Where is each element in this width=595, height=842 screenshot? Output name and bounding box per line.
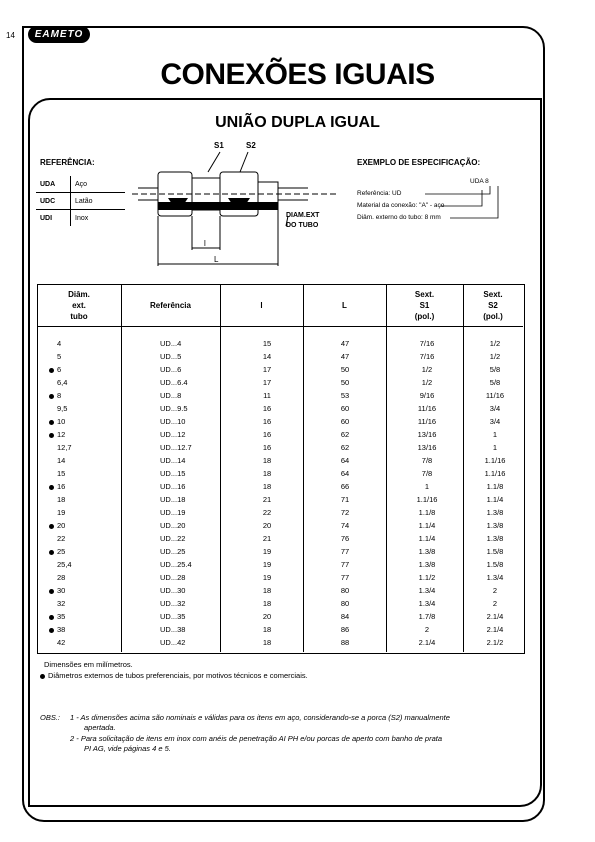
preferred-bullet-icon	[49, 589, 54, 594]
table-cell-L: 50	[340, 378, 350, 387]
table-cell-l: 16	[262, 404, 272, 413]
table-cell-d	[49, 467, 109, 480]
table-cell-s2: 1.3/8	[486, 521, 504, 530]
table-cell-l: 19	[262, 547, 272, 556]
header-text: S1	[419, 300, 430, 310]
example-heading: EXEMPLO DE ESPECIFICAÇÃO:	[357, 158, 481, 167]
table-cell-s2: 1.1/16	[484, 456, 506, 465]
table-cell-ref: UD...9.5	[160, 404, 188, 413]
table-cell-L: 84	[340, 612, 350, 621]
table-cell-L: 66	[340, 482, 350, 491]
table-cell-s1: 13/16	[417, 443, 437, 452]
ref-code: UDC	[36, 193, 71, 210]
diam-value: 6	[57, 365, 62, 374]
section-title: UNIÃO DUPLA IGUAL	[215, 114, 380, 131]
table-cell-s2: 2	[492, 586, 498, 595]
table-cell-d	[49, 558, 109, 571]
s1-label: S1	[214, 141, 224, 150]
table-cell-s2: 1.3/4	[486, 573, 504, 582]
table-cell-s2: 5/8	[489, 365, 501, 374]
table-cell-l: 17	[262, 365, 272, 374]
example-leader-lines	[420, 180, 502, 220]
table-cell-l: 19	[262, 573, 272, 582]
table-cell-ref: UD...12.7	[160, 443, 192, 452]
table-cell-s1: 1.1/4	[418, 534, 436, 543]
col-diam	[49, 337, 109, 649]
table-cell-ref: UD...32	[160, 599, 186, 608]
table-cell-d	[49, 597, 109, 610]
diam-value: 9,5	[57, 404, 68, 413]
table-cell-L: 62	[340, 430, 350, 439]
obs-item-1-cont: apertada.	[84, 723, 116, 732]
table-cell-s2: 3/4	[489, 404, 501, 413]
do-tubo-label: DO TUBO	[286, 222, 319, 229]
table-cell-ref: UD...15	[160, 469, 186, 478]
table-cell-L: 80	[340, 599, 350, 608]
table-cell-L: 47	[340, 339, 350, 348]
table-cell-L: 77	[340, 547, 350, 556]
example-line-3: Diâm. externo do tubo: 8 mm	[357, 214, 441, 221]
table-cell-s1: 1.3/4	[418, 599, 436, 608]
note-dims: Dimensões em milímetros.	[44, 660, 133, 669]
table-cell-s1: 1.3/4	[418, 586, 436, 595]
table-cell-ref: UD...20	[160, 521, 186, 530]
table-cell-d	[49, 506, 109, 519]
col-L	[330, 337, 360, 649]
table-cell-ref: UD...35	[160, 612, 186, 621]
table-cell-s2: 1.1/16	[484, 469, 506, 478]
table-cell-l: 20	[262, 521, 272, 530]
table-cell-L: 62	[340, 443, 350, 452]
example-line-1: Referência: UD	[357, 190, 402, 197]
table-cell-l: 21	[262, 495, 272, 504]
diam-value: 28	[57, 573, 66, 582]
table-cell-l: 18	[262, 482, 272, 491]
table-cell-L: 71	[340, 495, 350, 504]
preferred-bullet-icon	[49, 433, 54, 438]
table-cell-s2: 2.1/4	[486, 612, 504, 621]
table-cell-ref: UD...19	[160, 508, 186, 517]
table-cell-d	[49, 610, 109, 623]
table-cell-d	[49, 480, 109, 493]
header-l: l	[220, 284, 303, 327]
col-divider	[386, 284, 387, 652]
col-divider	[121, 284, 122, 652]
diam-value: 30	[57, 586, 66, 595]
table-cell-ref: UD...18	[160, 495, 186, 504]
table-cell-d	[49, 441, 109, 454]
diam-value: 38	[57, 625, 66, 634]
table-cell-s1: 7/16	[419, 352, 435, 361]
col-divider	[220, 284, 221, 652]
col-s2	[470, 337, 520, 649]
table-cell-s1: 1.1/8	[418, 508, 436, 517]
table-cell-l: 18	[262, 599, 272, 608]
diam-value: 20	[57, 521, 66, 530]
ref-material: Aço	[75, 180, 88, 188]
table-cell-s1: 11/16	[417, 404, 437, 413]
table-cell-s1: 1.1/4	[418, 521, 436, 530]
table-cell-s1: 1/2	[421, 365, 433, 374]
table-cell-L: 64	[340, 456, 350, 465]
table-cell-L: 77	[340, 573, 350, 582]
table-cell-d	[49, 428, 109, 441]
table-cell-l: 18	[262, 469, 272, 478]
table-cell-ref: UD...22	[160, 534, 186, 543]
preferred-bullet-icon	[49, 368, 54, 373]
diam-value: 15	[57, 469, 66, 478]
diam-value: 6,4	[57, 378, 68, 387]
table-cell-l: 16	[262, 443, 272, 452]
table-cell-d	[49, 363, 109, 376]
page-title: CONEXÕES IGUAIS	[160, 58, 435, 91]
table-cell-l: 17	[262, 378, 272, 387]
s2-label: S2	[246, 141, 256, 150]
table-cell-s2: 1	[492, 443, 498, 452]
table-cell-ref: UD...6.4	[160, 378, 188, 387]
header-s1	[386, 284, 463, 327]
ref-code: UDA	[36, 176, 71, 193]
header-text: Sext.	[483, 289, 503, 299]
table-cell-s2: 1.5/8	[486, 560, 504, 569]
obs-label: OBS.:	[40, 713, 61, 722]
table-cell-L: 88	[340, 638, 350, 647]
diam-value: 35	[57, 612, 66, 621]
obs-item-2-cont: PI AG, vide páginas 4 e 5.	[84, 744, 171, 753]
table-cell-s1: 2.1/4	[418, 638, 436, 647]
table-cell-L: 76	[340, 534, 350, 543]
diam-value: 10	[57, 417, 66, 426]
ref-material: Latão	[75, 197, 93, 205]
header-text: (pol.)	[414, 311, 435, 321]
table-cell-s2: 1	[492, 430, 498, 439]
table-cell-d	[49, 376, 109, 389]
table-cell-s2: 1.3/8	[486, 508, 504, 517]
table-cell-l: 19	[262, 560, 272, 569]
diam-value: 8	[57, 391, 62, 400]
reference-heading: REFERÊNCIA:	[40, 158, 95, 167]
table-cell-s1: 1.1/2	[418, 573, 436, 582]
diam-ext-label: DIAM.EXT	[286, 212, 320, 219]
page-number: 14	[6, 31, 15, 40]
table-cell-s1: 7/8	[421, 469, 433, 478]
col-l	[252, 337, 282, 649]
table-cell-L: 86	[340, 625, 350, 634]
diam-value: 16	[57, 482, 66, 491]
header-text: S2	[488, 300, 498, 310]
table-cell-L: 64	[340, 469, 350, 478]
header-text: ext.	[72, 300, 86, 310]
table-cell-ref: UD...25	[160, 547, 186, 556]
table-cell-L: 47	[340, 352, 350, 361]
header-text: tubo	[70, 311, 88, 321]
table-cell-d	[49, 415, 109, 428]
table-cell-l: 18	[262, 625, 272, 634]
table-cell-l: 18	[262, 586, 272, 595]
ref-material: Inox	[75, 214, 89, 222]
table-cell-s2: 2.1/2	[486, 638, 504, 647]
table-cell-s2: 1/2	[489, 352, 501, 361]
preferred-bullet-icon	[49, 524, 54, 529]
header-L: L	[303, 284, 386, 327]
table-cell-d	[49, 519, 109, 532]
table-cell-s1: 1.7/8	[418, 612, 436, 621]
diam-value: 25,4	[57, 560, 72, 569]
table-cell-ref: UD...30	[160, 586, 186, 595]
diam-value: 18	[57, 495, 66, 504]
table-cell-l: 22	[262, 508, 272, 517]
table-cell-l: 11	[263, 391, 271, 400]
table-cell-L: 60	[340, 404, 350, 413]
table-cell-s2: 1.5/8	[486, 547, 504, 556]
preferred-bullet-icon	[49, 615, 54, 620]
header-ref: Referência	[121, 284, 220, 327]
col-s1	[402, 337, 452, 649]
table-cell-l: 14	[262, 352, 272, 361]
table-cell-L: 77	[340, 560, 350, 569]
fitting-drawing	[128, 138, 340, 272]
table-cell-d	[49, 350, 109, 363]
obs-item-1: 1 - As dimensões acima são nominais e válidas para os itens em aço, considerando-se a porca (S2) manualmente	[70, 713, 450, 722]
preferred-bullet-icon	[49, 550, 54, 555]
diam-value: 25	[57, 547, 66, 556]
l-label: l	[204, 239, 206, 248]
col-ref	[160, 337, 220, 649]
table-cell-d	[49, 402, 109, 415]
table-cell-s1: 1.1/16	[416, 495, 438, 504]
obs-item-2: 2 - Para solicitação de itens em inox com anéis de penetração AI PH e/ou porcas de aperto com banho de prata	[70, 734, 443, 743]
table-cell-s2: 3/4	[489, 417, 501, 426]
reference-row	[36, 176, 125, 193]
table-cell-l: 21	[262, 534, 272, 543]
diam-value: 42	[57, 638, 66, 647]
table-cell-L: 53	[340, 391, 350, 400]
table-cell-d	[49, 389, 109, 402]
table-cell-L: 74	[340, 521, 350, 530]
table-cell-s1: 1/2	[421, 378, 433, 387]
col-divider	[463, 284, 464, 652]
L-label: L	[214, 255, 219, 264]
table-cell-s2: 2	[492, 599, 498, 608]
table-cell-s2: 11/16	[485, 391, 505, 400]
example-code: UDA 8	[470, 178, 489, 185]
preferred-bullet-icon	[49, 420, 54, 425]
table-cell-ref: UD...10	[160, 417, 186, 426]
table-cell-d	[49, 493, 109, 506]
table-cell-s1: 9/16	[419, 391, 435, 400]
table-cell-d	[49, 584, 109, 597]
table-cell-s2: 5/8	[489, 378, 501, 387]
preferred-bullet-icon	[40, 674, 45, 679]
table-cell-l: 18	[262, 638, 272, 647]
table-cell-ref: UD...38	[160, 625, 186, 634]
table-cell-ref: UD...12	[160, 430, 186, 439]
diam-value: 12	[57, 430, 66, 439]
note-pref	[40, 671, 308, 680]
table-cell-s2: 1.1/8	[486, 482, 504, 491]
table-cell-L: 60	[340, 417, 350, 426]
example-line-2: Material da conexão: "A" - aço	[357, 202, 445, 209]
table-cell-ref: UD...28	[160, 573, 186, 582]
diam-value: 22	[57, 534, 66, 543]
table-cell-ref: UD...16	[160, 482, 186, 491]
table-cell-s2: 1.1/4	[486, 495, 504, 504]
table-cell-L: 80	[340, 586, 350, 595]
reference-row	[36, 210, 125, 227]
table-cell-d	[49, 532, 109, 545]
table-cell-d	[49, 623, 109, 636]
table-cell-l: 16	[262, 430, 272, 439]
table-cell-ref: UD...6	[160, 365, 182, 374]
table-cell-s1: 2	[424, 625, 430, 634]
table-cell-L: 50	[340, 365, 350, 374]
header-text: Sext.	[414, 289, 435, 299]
brand-logo: EAMETO	[28, 26, 90, 43]
table-cell-s1: 7/16	[419, 339, 435, 348]
reference-table	[36, 176, 125, 226]
diam-value: 19	[57, 508, 66, 517]
table-cell-l: 20	[262, 612, 272, 621]
preferred-bullet-icon	[49, 485, 54, 490]
diam-value: 4	[57, 339, 62, 348]
preferred-bullet-icon	[49, 394, 54, 399]
header-text: Diâm.	[68, 289, 90, 299]
table-cell-L: 72	[340, 508, 350, 517]
table-cell-ref: UD...14	[160, 456, 186, 465]
table-cell-ref: UD...5	[160, 352, 182, 361]
diam-value: 5	[57, 352, 62, 361]
table-cell-ref: UD...25.4	[160, 560, 192, 569]
table-cell-l: 18	[262, 456, 272, 465]
diam-value: 12,7	[57, 443, 72, 452]
table-cell-s1: 7/8	[421, 456, 433, 465]
table-cell-ref: UD...42	[160, 638, 186, 647]
preferred-bullet-icon	[49, 628, 54, 633]
ref-code: UDI	[36, 210, 71, 227]
table-cell-d	[49, 636, 109, 649]
diam-value: 14	[57, 456, 66, 465]
table-cell-l: 15	[262, 339, 272, 348]
table-cell-s2: 1/2	[489, 339, 501, 348]
header-text: (pol.)	[483, 311, 503, 321]
col-divider	[303, 284, 304, 652]
diam-value: 32	[57, 599, 66, 608]
header-s2	[463, 284, 523, 327]
table-cell-s1: 1	[424, 482, 430, 491]
table-cell-l: 16	[262, 417, 272, 426]
table-cell-s1: 13/16	[417, 430, 437, 439]
table-cell-ref: UD...4	[160, 339, 182, 348]
table-cell-d	[49, 571, 109, 584]
table-cell-s2: 2.1/4	[486, 625, 504, 634]
table-cell-ref: UD...8	[160, 391, 182, 400]
table-cell-s1: 1.3/8	[418, 547, 436, 556]
table-cell-d	[49, 545, 109, 558]
table-cell-s2: 1.3/8	[486, 534, 504, 543]
header-diam	[37, 284, 121, 327]
note-pref-text: Diâmetros externos de tubos preferenciais, por motivos técnicos e comerciais.	[48, 671, 308, 680]
table-cell-d	[49, 454, 109, 467]
table-cell-s1: 1.3/8	[418, 560, 436, 569]
reference-row	[36, 193, 125, 210]
table-cell-d	[49, 337, 109, 350]
table-cell-s1: 11/16	[417, 417, 437, 426]
